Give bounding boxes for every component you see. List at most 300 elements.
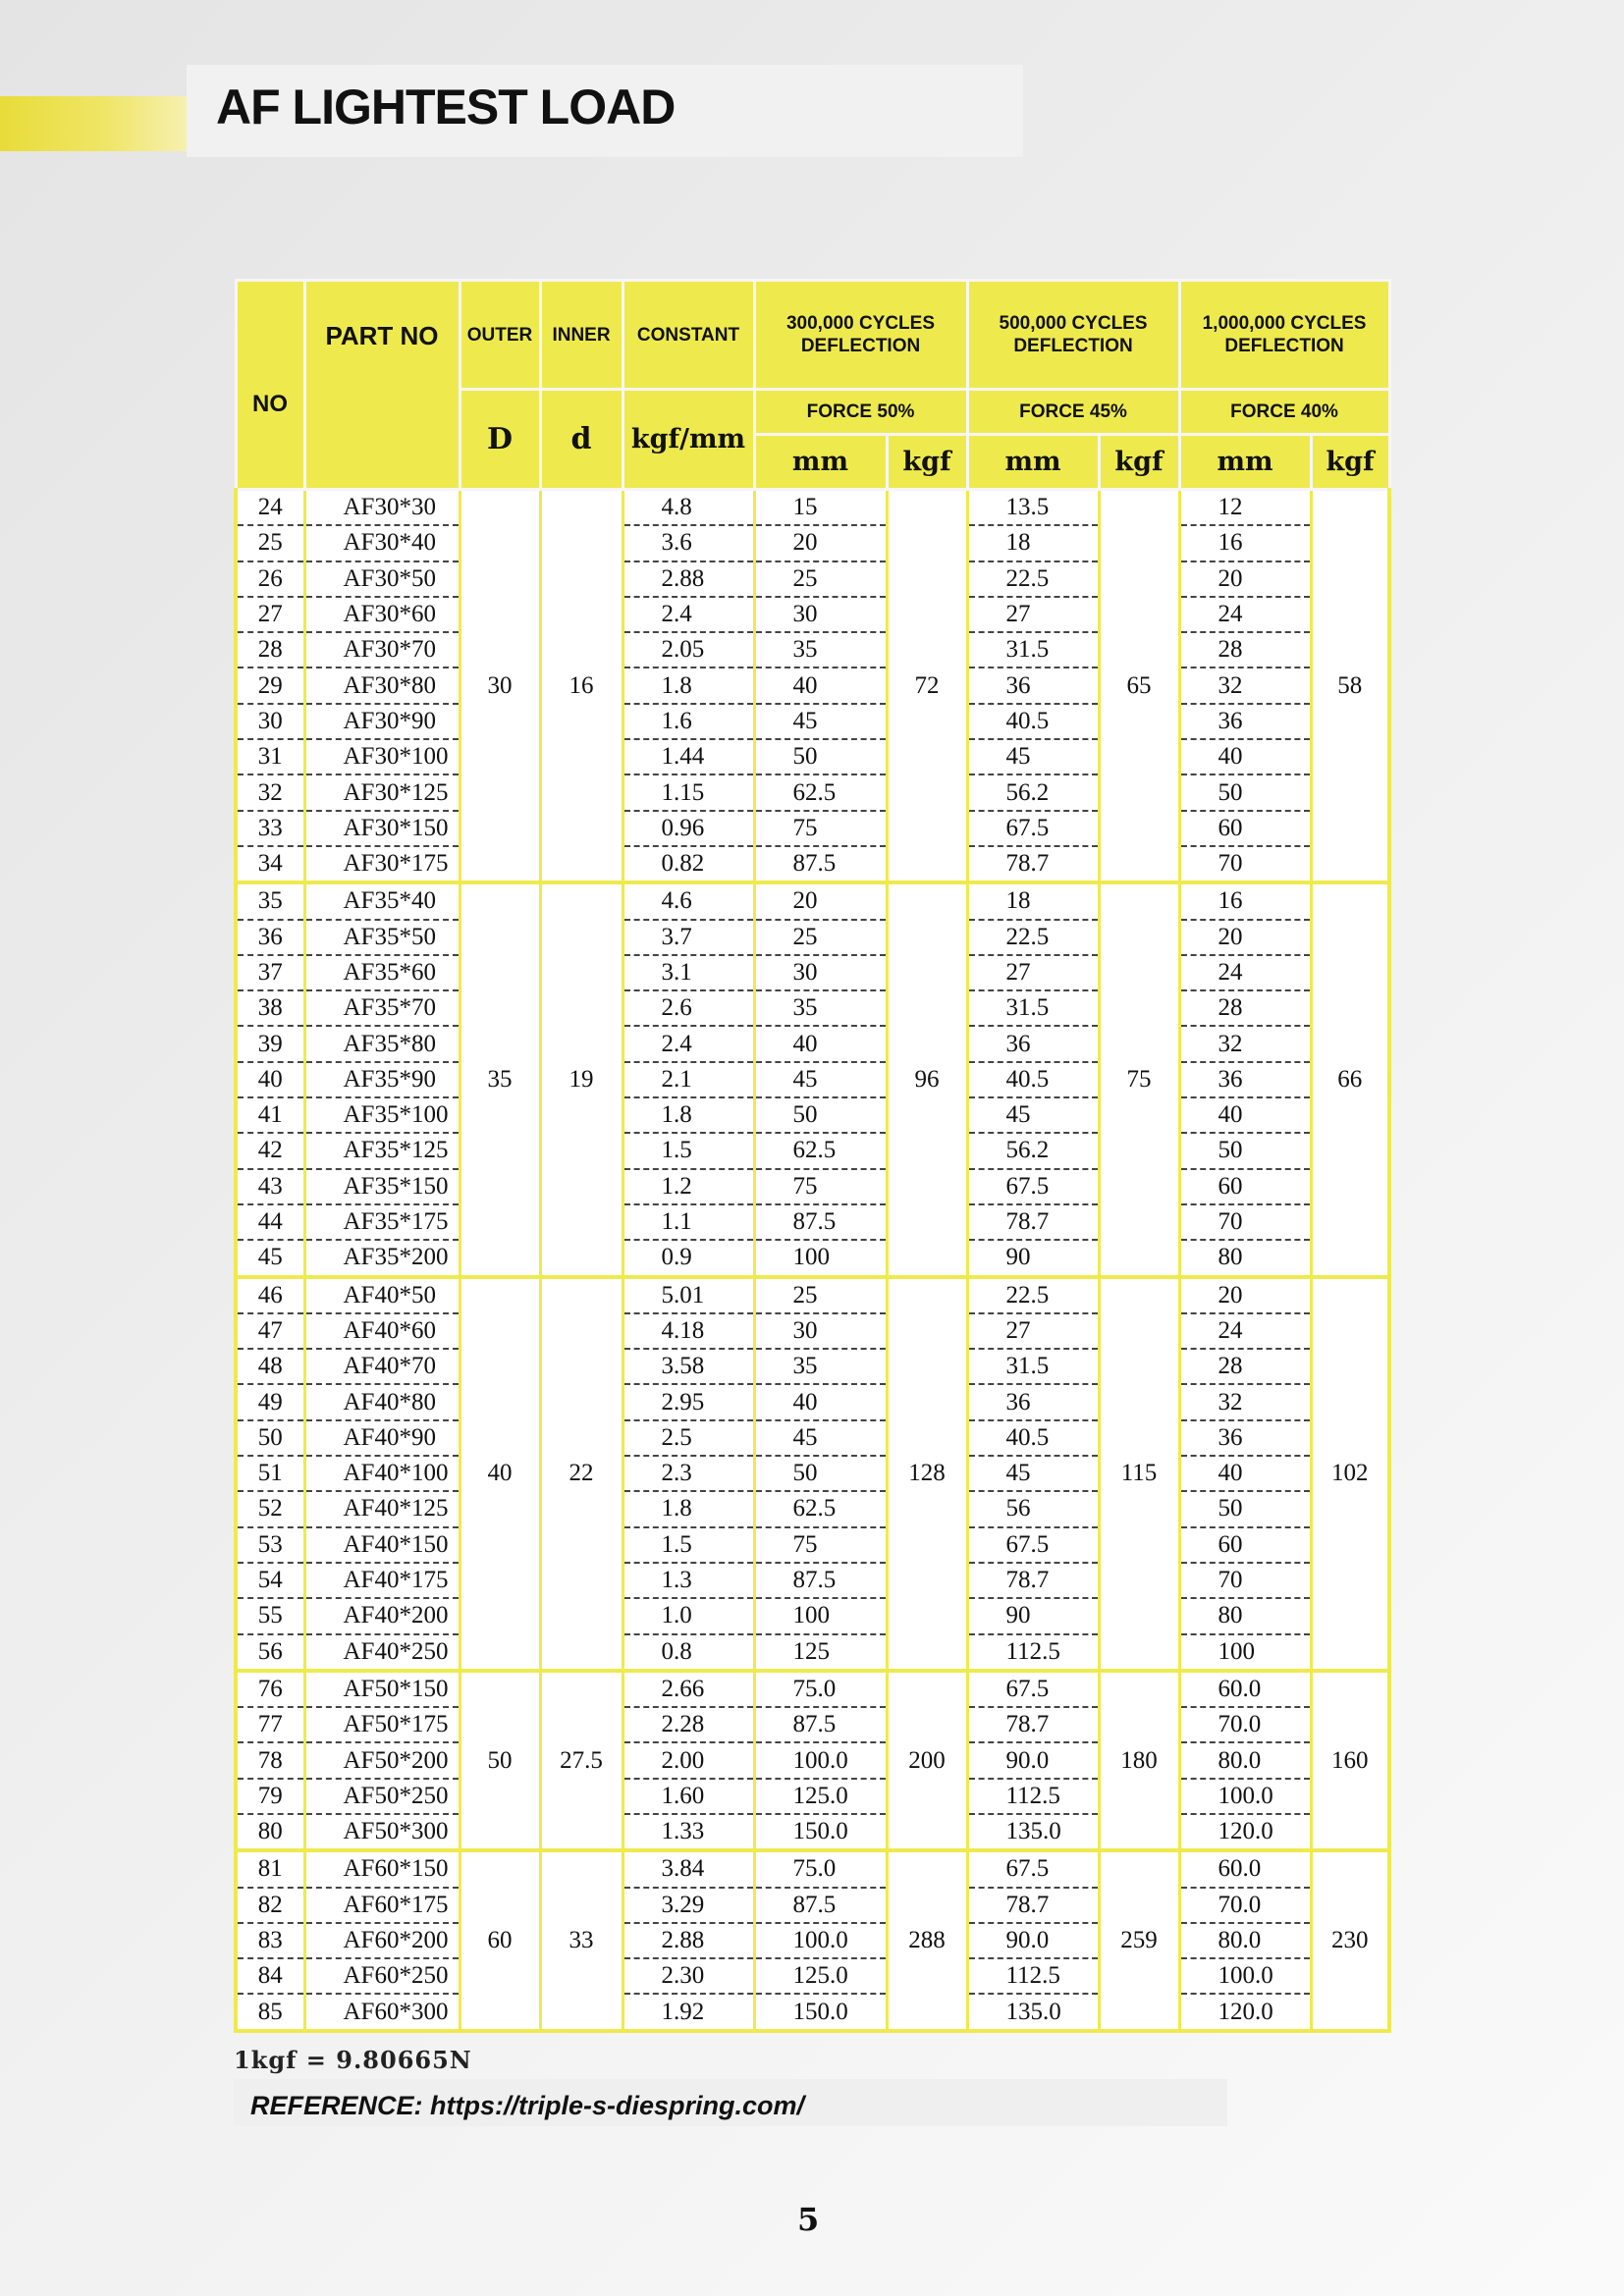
part-number: AF50*200 <box>304 1742 460 1778</box>
part-number: AF40*70 <box>304 1349 460 1384</box>
spring-constant: 1.33 <box>623 1814 754 1850</box>
deflection-300k-mm: 125.0 <box>754 1958 887 1994</box>
table-row <box>236 1026 1389 1061</box>
row-number: 78 <box>236 1742 304 1778</box>
part-number: AF30*90 <box>304 704 460 739</box>
deflection-1m-mm: 60.0 <box>1179 1671 1311 1707</box>
spring-spec-table <box>234 279 1391 2033</box>
table-row <box>236 1384 1389 1419</box>
outer-diameter: 50 <box>460 1671 540 1850</box>
deflection-1m-mm: 100.0 <box>1179 1958 1311 1994</box>
deflection-1m-mm: 40 <box>1179 739 1311 774</box>
deflection-500k-mm: 31.5 <box>967 1349 1099 1384</box>
row-number: 47 <box>236 1313 304 1349</box>
page-number: 5 <box>797 2201 820 2238</box>
deflection-500k-mm: 90.0 <box>967 1742 1099 1778</box>
row-number: 31 <box>236 739 304 774</box>
deflection-500k-mm: 27 <box>967 597 1099 632</box>
deflection-1m-mm: 80 <box>1179 1240 1311 1276</box>
deflection-300k-mm: 40 <box>754 1026 887 1061</box>
deflection-1m-mm: 24 <box>1179 597 1311 632</box>
row-number: 26 <box>236 561 304 597</box>
part-number: AF35*175 <box>304 1204 460 1240</box>
inner-diameter: 19 <box>540 882 623 1276</box>
deflection-300k-mm: 45 <box>754 1062 887 1097</box>
deflection-1m-mm: 36 <box>1179 704 1311 739</box>
table-row <box>236 632 1389 667</box>
spring-constant: 3.1 <box>623 955 754 990</box>
deflection-500k-mm: 67.5 <box>967 1169 1099 1204</box>
force-1m-kgf: 66 <box>1311 882 1389 1276</box>
part-number: AF60*300 <box>304 1994 460 2030</box>
deflection-300k-mm: 100 <box>754 1240 887 1276</box>
deflection-300k-mm: 40 <box>754 667 887 703</box>
table-row <box>236 1958 1389 1994</box>
deflection-1m-mm: 40 <box>1179 1097 1311 1133</box>
deflection-1m-mm: 60 <box>1179 1169 1311 1204</box>
deflection-500k-mm: 40.5 <box>967 704 1099 739</box>
table-row <box>236 1779 1389 1814</box>
deflection-500k-mm: 135.0 <box>967 1994 1099 2030</box>
part-number: AF30*100 <box>304 739 460 774</box>
part-number: AF50*175 <box>304 1707 460 1742</box>
part-number: AF35*40 <box>304 882 460 919</box>
unit-conversion-note: 1kgf = 9.80665N <box>234 2046 472 2074</box>
row-number: 32 <box>236 774 304 810</box>
deflection-300k-mm: 50 <box>754 739 887 774</box>
table-row <box>236 704 1389 739</box>
deflection-500k-mm: 18 <box>967 525 1099 561</box>
deflection-500k-mm: 67.5 <box>967 1671 1099 1707</box>
part-number: AF30*30 <box>304 490 460 526</box>
spring-constant: 3.29 <box>623 1888 754 1923</box>
part-number: AF50*150 <box>304 1671 460 1707</box>
deflection-1m-mm: 36 <box>1179 1062 1311 1097</box>
deflection-500k-mm: 56 <box>967 1491 1099 1526</box>
spring-constant: 4.6 <box>623 882 754 919</box>
inner-diameter: 16 <box>540 490 623 883</box>
row-number: 40 <box>236 1062 304 1097</box>
deflection-500k-mm: 18 <box>967 882 1099 919</box>
row-number: 80 <box>236 1814 304 1850</box>
part-number: AF35*150 <box>304 1169 460 1204</box>
row-number: 53 <box>236 1527 304 1563</box>
part-number: AF30*125 <box>304 774 460 810</box>
part-number: AF35*70 <box>304 990 460 1026</box>
header-kgf-45: kgf <box>1099 435 1179 490</box>
force-1m-kgf: 102 <box>1311 1277 1389 1671</box>
deflection-500k-mm: 78.7 <box>967 1563 1099 1598</box>
table-row <box>236 1491 1389 1526</box>
page-title: AF LIGHTEST LOAD <box>216 80 676 134</box>
table-row <box>236 811 1389 846</box>
table-row <box>236 920 1389 955</box>
table-row <box>236 1707 1389 1742</box>
table-row <box>236 1923 1389 1958</box>
table-row <box>236 1277 1389 1313</box>
deflection-500k-mm: 36 <box>967 1384 1099 1419</box>
spring-constant: 1.5 <box>623 1527 754 1563</box>
part-number: AF40*200 <box>304 1598 460 1633</box>
deflection-1m-mm: 60 <box>1179 811 1311 846</box>
row-number: 55 <box>236 1598 304 1633</box>
deflection-1m-mm: 70 <box>1179 846 1311 882</box>
row-number: 51 <box>236 1456 304 1491</box>
part-number: AF40*80 <box>304 1384 460 1419</box>
deflection-500k-mm: 45 <box>967 739 1099 774</box>
row-number: 28 <box>236 632 304 667</box>
deflection-1m-mm: 50 <box>1179 1491 1311 1526</box>
part-number: AF40*175 <box>304 1563 460 1598</box>
header-kgf-50: kgf <box>887 435 967 490</box>
header-inner-symbol: d <box>540 390 623 490</box>
spring-constant: 0.96 <box>623 811 754 846</box>
spring-constant: 1.8 <box>623 1097 754 1133</box>
spring-constant: 0.9 <box>623 1240 754 1276</box>
force-300k-kgf: 288 <box>887 1850 967 2030</box>
deflection-300k-mm: 25 <box>754 561 887 597</box>
deflection-300k-mm: 30 <box>754 1313 887 1349</box>
deflection-300k-mm: 87.5 <box>754 1204 887 1240</box>
table-row <box>236 739 1389 774</box>
deflection-1m-mm: 16 <box>1179 882 1311 919</box>
inner-diameter: 22 <box>540 1277 623 1671</box>
outer-diameter: 30 <box>460 490 540 883</box>
table-row <box>236 955 1389 990</box>
spring-constant: 2.1 <box>623 1062 754 1097</box>
table-row <box>236 1742 1389 1778</box>
table-row <box>236 1097 1389 1133</box>
deflection-300k-mm: 62.5 <box>754 1133 887 1168</box>
table-row <box>236 774 1389 810</box>
deflection-300k-mm: 50 <box>754 1456 887 1491</box>
deflection-500k-mm: 56.2 <box>967 774 1099 810</box>
spring-constant: 3.58 <box>623 1349 754 1384</box>
deflection-500k-mm: 22.5 <box>967 561 1099 597</box>
spring-constant: 1.8 <box>623 1491 754 1526</box>
part-number: AF30*50 <box>304 561 460 597</box>
force-500k-kgf: 115 <box>1099 1277 1179 1671</box>
row-number: 38 <box>236 990 304 1026</box>
deflection-500k-mm: 78.7 <box>967 846 1099 882</box>
header-constant-unit: kgf/mm <box>623 390 754 490</box>
part-number: AF40*250 <box>304 1634 460 1671</box>
deflection-1m-mm: 32 <box>1179 1026 1311 1061</box>
deflection-1m-mm: 36 <box>1179 1420 1311 1456</box>
inner-diameter: 33 <box>540 1850 623 2030</box>
deflection-300k-mm: 75.0 <box>754 1850 887 1887</box>
row-number: 43 <box>236 1169 304 1204</box>
row-number: 29 <box>236 667 304 703</box>
deflection-300k-mm: 50 <box>754 1097 887 1133</box>
spring-constant: 2.30 <box>623 1958 754 1994</box>
deflection-500k-mm: 45 <box>967 1456 1099 1491</box>
table-row <box>236 525 1389 561</box>
deflection-1m-mm: 80.0 <box>1179 1742 1311 1778</box>
table-row <box>236 1563 1389 1598</box>
force-300k-kgf: 96 <box>887 882 967 1276</box>
table-row <box>236 1671 1389 1707</box>
deflection-300k-mm: 125.0 <box>754 1779 887 1814</box>
row-number: 33 <box>236 811 304 846</box>
deflection-500k-mm: 67.5 <box>967 1850 1099 1887</box>
deflection-300k-mm: 75 <box>754 1169 887 1204</box>
part-number: AF30*70 <box>304 632 460 667</box>
table-row <box>236 1169 1389 1204</box>
row-number: 50 <box>236 1420 304 1456</box>
deflection-300k-mm: 45 <box>754 1420 887 1456</box>
deflection-300k-mm: 87.5 <box>754 1707 887 1742</box>
table-body <box>236 490 1389 2031</box>
deflection-500k-mm: 112.5 <box>967 1958 1099 1994</box>
spring-constant: 1.3 <box>623 1563 754 1598</box>
force-1m-kgf: 160 <box>1311 1671 1389 1850</box>
deflection-1m-mm: 32 <box>1179 1384 1311 1419</box>
deflection-1m-mm: 70 <box>1179 1563 1311 1598</box>
part-number: AF40*100 <box>304 1456 460 1491</box>
part-number: AF60*175 <box>304 1888 460 1923</box>
spring-constant: 2.4 <box>623 597 754 632</box>
deflection-300k-mm: 35 <box>754 990 887 1026</box>
header-kgf-40: kgf <box>1311 435 1389 490</box>
header-force-50: FORCE 50% <box>754 390 967 435</box>
row-number: 35 <box>236 882 304 919</box>
deflection-1m-mm: 60 <box>1179 1527 1311 1563</box>
table-row <box>236 1133 1389 1168</box>
part-number: AF35*90 <box>304 1062 460 1097</box>
header-mm-50: mm <box>754 435 887 490</box>
deflection-300k-mm: 15 <box>754 490 887 526</box>
table-row <box>236 667 1389 703</box>
table-row <box>236 1634 1389 1671</box>
table-row <box>236 561 1389 597</box>
spring-constant: 4.18 <box>623 1313 754 1349</box>
row-number: 76 <box>236 1671 304 1707</box>
part-number: AF35*200 <box>304 1240 460 1276</box>
row-number: 83 <box>236 1923 304 1958</box>
force-500k-kgf: 259 <box>1099 1850 1179 2030</box>
part-number: AF35*100 <box>304 1097 460 1133</box>
deflection-500k-mm: 13.5 <box>967 490 1099 526</box>
header-outer-symbol: D <box>460 390 540 490</box>
deflection-500k-mm: 27 <box>967 1313 1099 1349</box>
deflection-500k-mm: 90.0 <box>967 1923 1099 1958</box>
row-number: 45 <box>236 1240 304 1276</box>
spring-constant: 1.6 <box>623 704 754 739</box>
deflection-300k-mm: 75 <box>754 1527 887 1563</box>
deflection-1m-mm: 100 <box>1179 1634 1311 1671</box>
table-row <box>236 597 1389 632</box>
table-row <box>236 990 1389 1026</box>
deflection-500k-mm: 31.5 <box>967 632 1099 667</box>
inner-diameter: 27.5 <box>540 1671 623 1850</box>
deflection-1m-mm: 40 <box>1179 1456 1311 1491</box>
spring-constant: 2.88 <box>623 561 754 597</box>
deflection-500k-mm: 22.5 <box>967 1277 1099 1313</box>
deflection-1m-mm: 50 <box>1179 774 1311 810</box>
part-number: AF30*60 <box>304 597 460 632</box>
spring-constant: 5.01 <box>623 1277 754 1313</box>
deflection-1m-mm: 50 <box>1179 1133 1311 1168</box>
header-mm-40: mm <box>1179 435 1311 490</box>
deflection-300k-mm: 125 <box>754 1634 887 1671</box>
header-inner: INNER <box>540 281 623 390</box>
row-number: 39 <box>236 1026 304 1061</box>
deflection-1m-mm: 12 <box>1179 490 1311 526</box>
deflection-500k-mm: 135.0 <box>967 1814 1099 1850</box>
deflection-500k-mm: 45 <box>967 1097 1099 1133</box>
force-300k-kgf: 200 <box>887 1671 967 1850</box>
table-row <box>236 1814 1389 1850</box>
spring-constant: 2.95 <box>623 1384 754 1419</box>
deflection-1m-mm: 120.0 <box>1179 1814 1311 1850</box>
header-force-45: FORCE 45% <box>967 390 1179 435</box>
spring-constant: 1.92 <box>623 1994 754 2030</box>
deflection-1m-mm: 70.0 <box>1179 1707 1311 1742</box>
force-500k-kgf: 65 <box>1099 490 1179 883</box>
reference-link[interactable]: REFERENCE: https://triple-s-diespring.com/ <box>250 2091 805 2120</box>
spring-constant: 2.66 <box>623 1671 754 1707</box>
deflection-300k-mm: 62.5 <box>754 1491 887 1526</box>
spring-constant: 1.44 <box>623 739 754 774</box>
outer-diameter: 40 <box>460 1277 540 1671</box>
deflection-300k-mm: 25 <box>754 1277 887 1313</box>
table-row <box>236 1994 1389 2030</box>
row-number: 77 <box>236 1707 304 1742</box>
row-number: 52 <box>236 1491 304 1526</box>
part-number: AF40*125 <box>304 1491 460 1526</box>
part-number: AF30*40 <box>304 525 460 561</box>
deflection-500k-mm: 22.5 <box>967 920 1099 955</box>
deflection-1m-mm: 60.0 <box>1179 1850 1311 1887</box>
spring-constant: 1.5 <box>623 1133 754 1168</box>
deflection-300k-mm: 35 <box>754 1349 887 1384</box>
force-1m-kgf: 58 <box>1311 490 1389 883</box>
deflection-1m-mm: 32 <box>1179 667 1311 703</box>
part-number: AF35*80 <box>304 1026 460 1061</box>
row-number: 56 <box>236 1634 304 1671</box>
deflection-300k-mm: 30 <box>754 955 887 990</box>
title-accent-bar <box>0 96 187 151</box>
spring-constant: 1.0 <box>623 1598 754 1633</box>
row-number: 37 <box>236 955 304 990</box>
deflection-300k-mm: 75 <box>754 811 887 846</box>
spring-constant: 0.82 <box>623 846 754 882</box>
spring-constant: 1.60 <box>623 1779 754 1814</box>
deflection-300k-mm: 20 <box>754 882 887 919</box>
part-number: AF35*60 <box>304 955 460 990</box>
table-row <box>236 1204 1389 1240</box>
deflection-1m-mm: 20 <box>1179 1277 1311 1313</box>
spring-constant: 0.8 <box>623 1634 754 1671</box>
header-constant: CONSTANT <box>623 281 754 390</box>
deflection-300k-mm: 150.0 <box>754 1994 887 2030</box>
row-number: 24 <box>236 490 304 526</box>
row-number: 49 <box>236 1384 304 1419</box>
deflection-300k-mm: 40 <box>754 1384 887 1419</box>
deflection-500k-mm: 78.7 <box>967 1707 1099 1742</box>
part-number: AF40*90 <box>304 1420 460 1456</box>
deflection-1m-mm: 20 <box>1179 561 1311 597</box>
deflection-500k-mm: 112.5 <box>967 1779 1099 1814</box>
deflection-300k-mm: 20 <box>754 525 887 561</box>
deflection-1m-mm: 70 <box>1179 1204 1311 1240</box>
row-number: 30 <box>236 704 304 739</box>
header-1m-cycles: 1,000,000 CYCLES DEFLECTION <box>1179 281 1389 390</box>
row-number: 54 <box>236 1563 304 1598</box>
deflection-500k-mm: 67.5 <box>967 1527 1099 1563</box>
deflection-500k-mm: 78.7 <box>967 1888 1099 1923</box>
spring-constant: 2.5 <box>623 1420 754 1456</box>
spring-constant: 2.6 <box>623 990 754 1026</box>
header-500k-cycles: 500,000 CYCLES DEFLECTION <box>967 281 1179 390</box>
table-row <box>236 882 1389 919</box>
row-number: 27 <box>236 597 304 632</box>
row-number: 81 <box>236 1850 304 1887</box>
deflection-300k-mm: 45 <box>754 704 887 739</box>
row-number: 42 <box>236 1133 304 1168</box>
part-number: AF35*50 <box>304 920 460 955</box>
part-number: AF50*300 <box>304 1814 460 1850</box>
row-number: 85 <box>236 1994 304 2030</box>
header-part-no: PART NO <box>304 281 460 490</box>
part-number: AF30*80 <box>304 667 460 703</box>
spring-constant: 1.2 <box>623 1169 754 1204</box>
deflection-500k-mm: 112.5 <box>967 1634 1099 1671</box>
deflection-300k-mm: 100.0 <box>754 1923 887 1958</box>
row-number: 79 <box>236 1779 304 1814</box>
deflection-500k-mm: 40.5 <box>967 1420 1099 1456</box>
part-number: AF60*150 <box>304 1850 460 1887</box>
deflection-300k-mm: 62.5 <box>754 774 887 810</box>
row-number: 25 <box>236 525 304 561</box>
deflection-300k-mm: 150.0 <box>754 1814 887 1850</box>
deflection-300k-mm: 100.0 <box>754 1742 887 1778</box>
part-number: AF35*125 <box>304 1133 460 1168</box>
table-row <box>236 1456 1389 1491</box>
deflection-1m-mm: 28 <box>1179 990 1311 1026</box>
deflection-1m-mm: 28 <box>1179 1349 1311 1384</box>
spring-constant: 2.00 <box>623 1742 754 1778</box>
deflection-1m-mm: 20 <box>1179 920 1311 955</box>
spring-constant: 1.8 <box>623 667 754 703</box>
table-row <box>236 490 1389 526</box>
header-mm-45: mm <box>967 435 1099 490</box>
deflection-1m-mm: 24 <box>1179 1313 1311 1349</box>
deflection-500k-mm: 40.5 <box>967 1062 1099 1097</box>
part-number: AF40*50 <box>304 1277 460 1313</box>
deflection-500k-mm: 78.7 <box>967 1204 1099 1240</box>
row-number: 34 <box>236 846 304 882</box>
deflection-500k-mm: 36 <box>967 1026 1099 1061</box>
deflection-500k-mm: 67.5 <box>967 811 1099 846</box>
row-number: 82 <box>236 1888 304 1923</box>
spring-constant: 1.1 <box>623 1204 754 1240</box>
deflection-500k-mm: 27 <box>967 955 1099 990</box>
part-number: AF30*150 <box>304 811 460 846</box>
row-number: 84 <box>236 1958 304 1994</box>
header-300k-cycles: 300,000 CYCLES DEFLECTION <box>754 281 967 390</box>
deflection-1m-mm: 70.0 <box>1179 1888 1311 1923</box>
part-number: AF60*200 <box>304 1923 460 1958</box>
table-row <box>236 1527 1389 1563</box>
deflection-500k-mm: 90 <box>967 1240 1099 1276</box>
deflection-1m-mm: 80 <box>1179 1598 1311 1633</box>
row-number: 46 <box>236 1277 304 1313</box>
deflection-1m-mm: 80.0 <box>1179 1923 1311 1958</box>
spring-constant: 3.6 <box>623 525 754 561</box>
deflection-300k-mm: 87.5 <box>754 846 887 882</box>
